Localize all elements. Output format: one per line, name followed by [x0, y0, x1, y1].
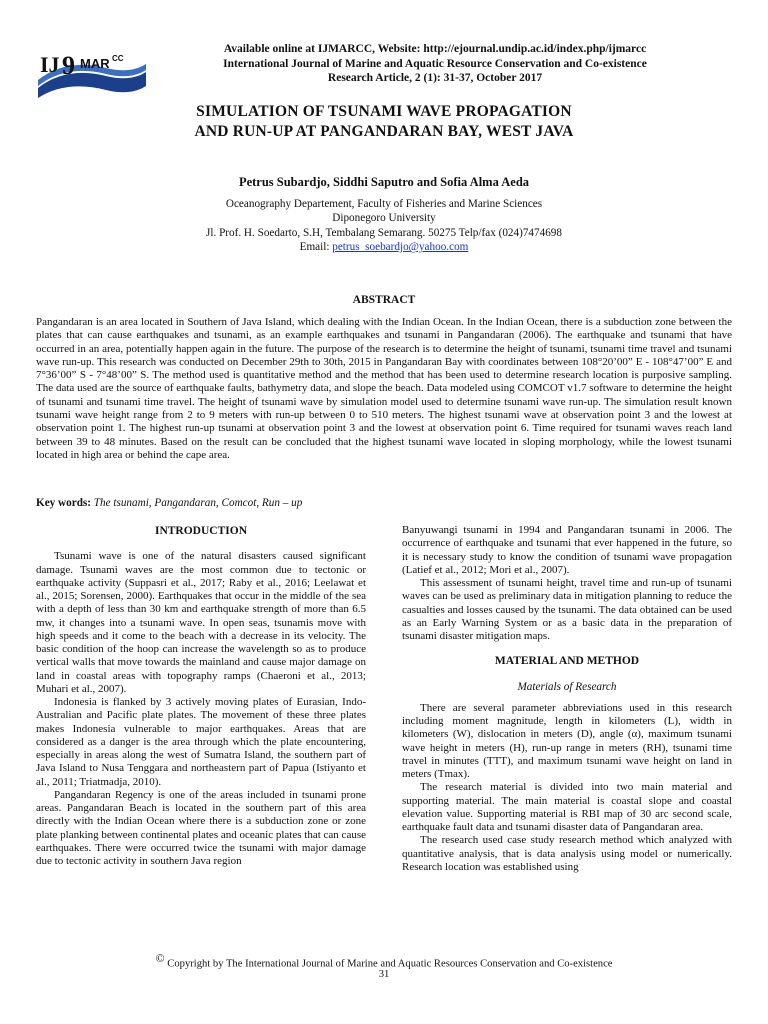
article-info: Research Article, 2 (1): 31-37, October 2017	[327, 72, 543, 84]
intro-paragraph-4: This assessment of tsunami height, travel time and run-up of tsunami waves can be used as preliminary data in mitigation planning to reduce the casualties and losses caused by the tsunami. The data obtained can be used as an Early Warning System or as a basic data in the preparation of tsunami disaster mitigation maps.	[402, 577, 732, 642]
intro-paragraph-3-continued: Banyuwangi tsunami in 1994 and Pangandaran tsunami in 2006. The occurrence of earthquake and tsunami that ever happened in the future, so it is necessary study to know the condition of tsunami wave propagation (Latief et al., 2012; Mori et al., 2007).	[402, 524, 732, 576]
methods-paragraph-2: The research material is divided into two main material and supporting material. The main material is coastal slope and coastal elevation value. Supporting material is RBI map of 30 arc second scale, earthquake fault data and tsunami disaster data of Pangandaran area.	[402, 781, 732, 833]
copyright-text: Copyright by The International Journal of Marine and Aquatic Resources Conservation and Co-existence	[167, 958, 613, 970]
page-number: 31	[378, 969, 390, 980]
methods-heading: MATERIAL AND METHOD	[494, 655, 640, 668]
availability-line: Available online at IJMARCC, Website: http://ejournal.undip.ac.id/index.php/ijmarcc	[223, 43, 647, 55]
introduction-heading: INTRODUCTION	[154, 525, 247, 537]
materials-subheading: Materials of Research	[517, 680, 617, 693]
affiliation-university: Diponegoro University	[332, 212, 436, 225]
ijmarcc-logo-icon	[36, 42, 148, 100]
journal-logo	[36, 42, 148, 100]
methods-paragraph-3: The research used case study research method which analyzed with quantitative analysis, that is data analysis using model or numerically. Research location was established using	[402, 834, 732, 873]
affiliation-address: Jl. Prof. H. Soedarto, S.H, Tembalang Semarang. 50275 Telp/fax (024)7474698	[206, 226, 562, 239]
keywords	[36, 497, 732, 509]
methods-paragraph-1: There are several parameter abbreviations used in this research including moment magnitude, length in kilometers (L), width in kilometers (W), dislocation in meters (D), angle (α), maximum tsunami wave height in meters (H), run-up range in meters (RH), tsunami time travel in minutes (TTT), and maximum tsunami wave height on land in meters (Tmax).	[402, 701, 732, 780]
intro-paragraph-2: Indonesia is flanked by 3 actively moving plates of Eurasian, Indo-Australian and Pacific plate plates. The movement of these three plates makes Indonesia vulnerable to major earthquakes. Areas that are considered as a danger is the area through which the plate encountering, especially in areas along the west of Sumatra Island, the southern part of Java Island to Nusa Tenggara and northeastern part of Papua (Istiyanto et al., 2011; Triatmadja, 2010).	[36, 696, 366, 788]
right-column	[402, 524, 732, 874]
journal-name: International Journal of Marine and Aquatic Resource Conservation and Co-existence	[223, 57, 647, 70]
svg-text:9: 9	[62, 51, 75, 80]
intro-paragraph-3: Pangandaran Regency is one of the areas included in tsunami prone areas. Pangandaran Beach is located in the southern part of this area directly with the Indian Ocean where there is a subduction zone or zone plate planking between continental plates and oceanic plates that can cause earthquakes. There were occurred twice the tsunami with major damage due to tectonic activity in southern Java region	[36, 788, 366, 867]
affiliation	[60, 197, 708, 255]
svg-text:IJ: IJ	[40, 52, 60, 77]
affiliation-department: Oceanography Departement, Faculty of Fisheries and Marine Sciences	[225, 198, 543, 210]
affiliation-email-line	[60, 240, 708, 254]
svg-text:MAR: MAR	[80, 56, 110, 71]
keywords-value: The tsunami, Pangandaran, Comcot, Run – up	[93, 497, 303, 509]
copyright-symbol: ©	[155, 951, 165, 965]
title-line-1: SIMULATION OF TSUNAMI WAVE PROPAGATION	[196, 103, 572, 120]
svg-text:CC: CC	[112, 54, 124, 63]
paper-title	[60, 102, 708, 142]
copyright-footer	[36, 951, 732, 970]
left-column	[36, 523, 366, 868]
email-label: Email:	[299, 241, 333, 254]
email-link[interactable]: petrus_soebardjo@yahoo.com	[332, 241, 469, 254]
abstract-text: Pangandaran is an area located in Southern of Java Island, which dealing with the Indian Ocean. In the Indian Ocean, there is a subduction zone between the plates that can cause earthquakes and tsunami, as an example earthquakes and tsunami in Pangandaran (2006). The earthquake and tsunami that have occurred in an area, potentially happen again in the future. The purpose of the research is to determine the height of tsunami, tsunami time travel and tsunami wave run-up. This research was conducted on December 29th to 30th, 2015 in Pangandaran Bay with coordinates between 108°20’00” E - 108°47’00” E and 7°36’00” S - 7°48’00” S. The method used is quantitative method and the method that has been used to determine research location is purposive sampling. The data used are the source of earthquake faults, bathymetry data, and slope the beach. Data modeled using COMCOT v1.7 software to determine the height of tsunami and tsunami time travel. The height of tsunami wave by simulation model used to determine tsunami wave run-up. The simulation result known tsunami wave height range from 2 to 9 meters with run-up between 0 to 510 meters. The highest tsunami wave at observation point 3 and the lowest at observation point 1. The highest run-up tsunami at observation point 3 and the lowest at observation point 6. Time required for tsunami waves reach land between 39 to 48 minutes. Based on the result can be concluded that the highest tsunami wave located in sloping morphology, while the lowest tsunami located in high area or behind the cape area.	[36, 316, 732, 461]
intro-paragraph-1: Tsunami wave is one of the natural disasters caused significant damage. Tsunami waves are the most common due to tectonic or earthquake activity (Suppasri et al., 2017; Raby et al., 2016; Leelawat et al., 2015; Sorensen, 2000). Earthquakes that occur in the middle of the sea with a depth of less than 30 km and earthquake strength of more than 6.5 mw, it changes into a tsunami wave. In open seas, tsunamis move with high speeds and it come to the beach with a decrease in its velocity. The basic condition of the hoop can increase the wavelength so as to produce vertical walls that move towards the mainland and cause major damage on land in coastal areas with topography ramps (Chaeroni et al., 2013; Muhari et al., 2007).	[36, 550, 366, 695]
abstract-heading: ABSTRACT	[352, 294, 416, 306]
title-line-2: AND RUN-UP AT PANGANDARAN BAY, WEST JAVA	[194, 123, 574, 140]
authors: Petrus Subardjo, Siddhi Saputro and Sofia Alma Aeda	[238, 175, 530, 189]
keywords-label: Key words:	[36, 497, 91, 509]
journal-header	[160, 42, 710, 86]
